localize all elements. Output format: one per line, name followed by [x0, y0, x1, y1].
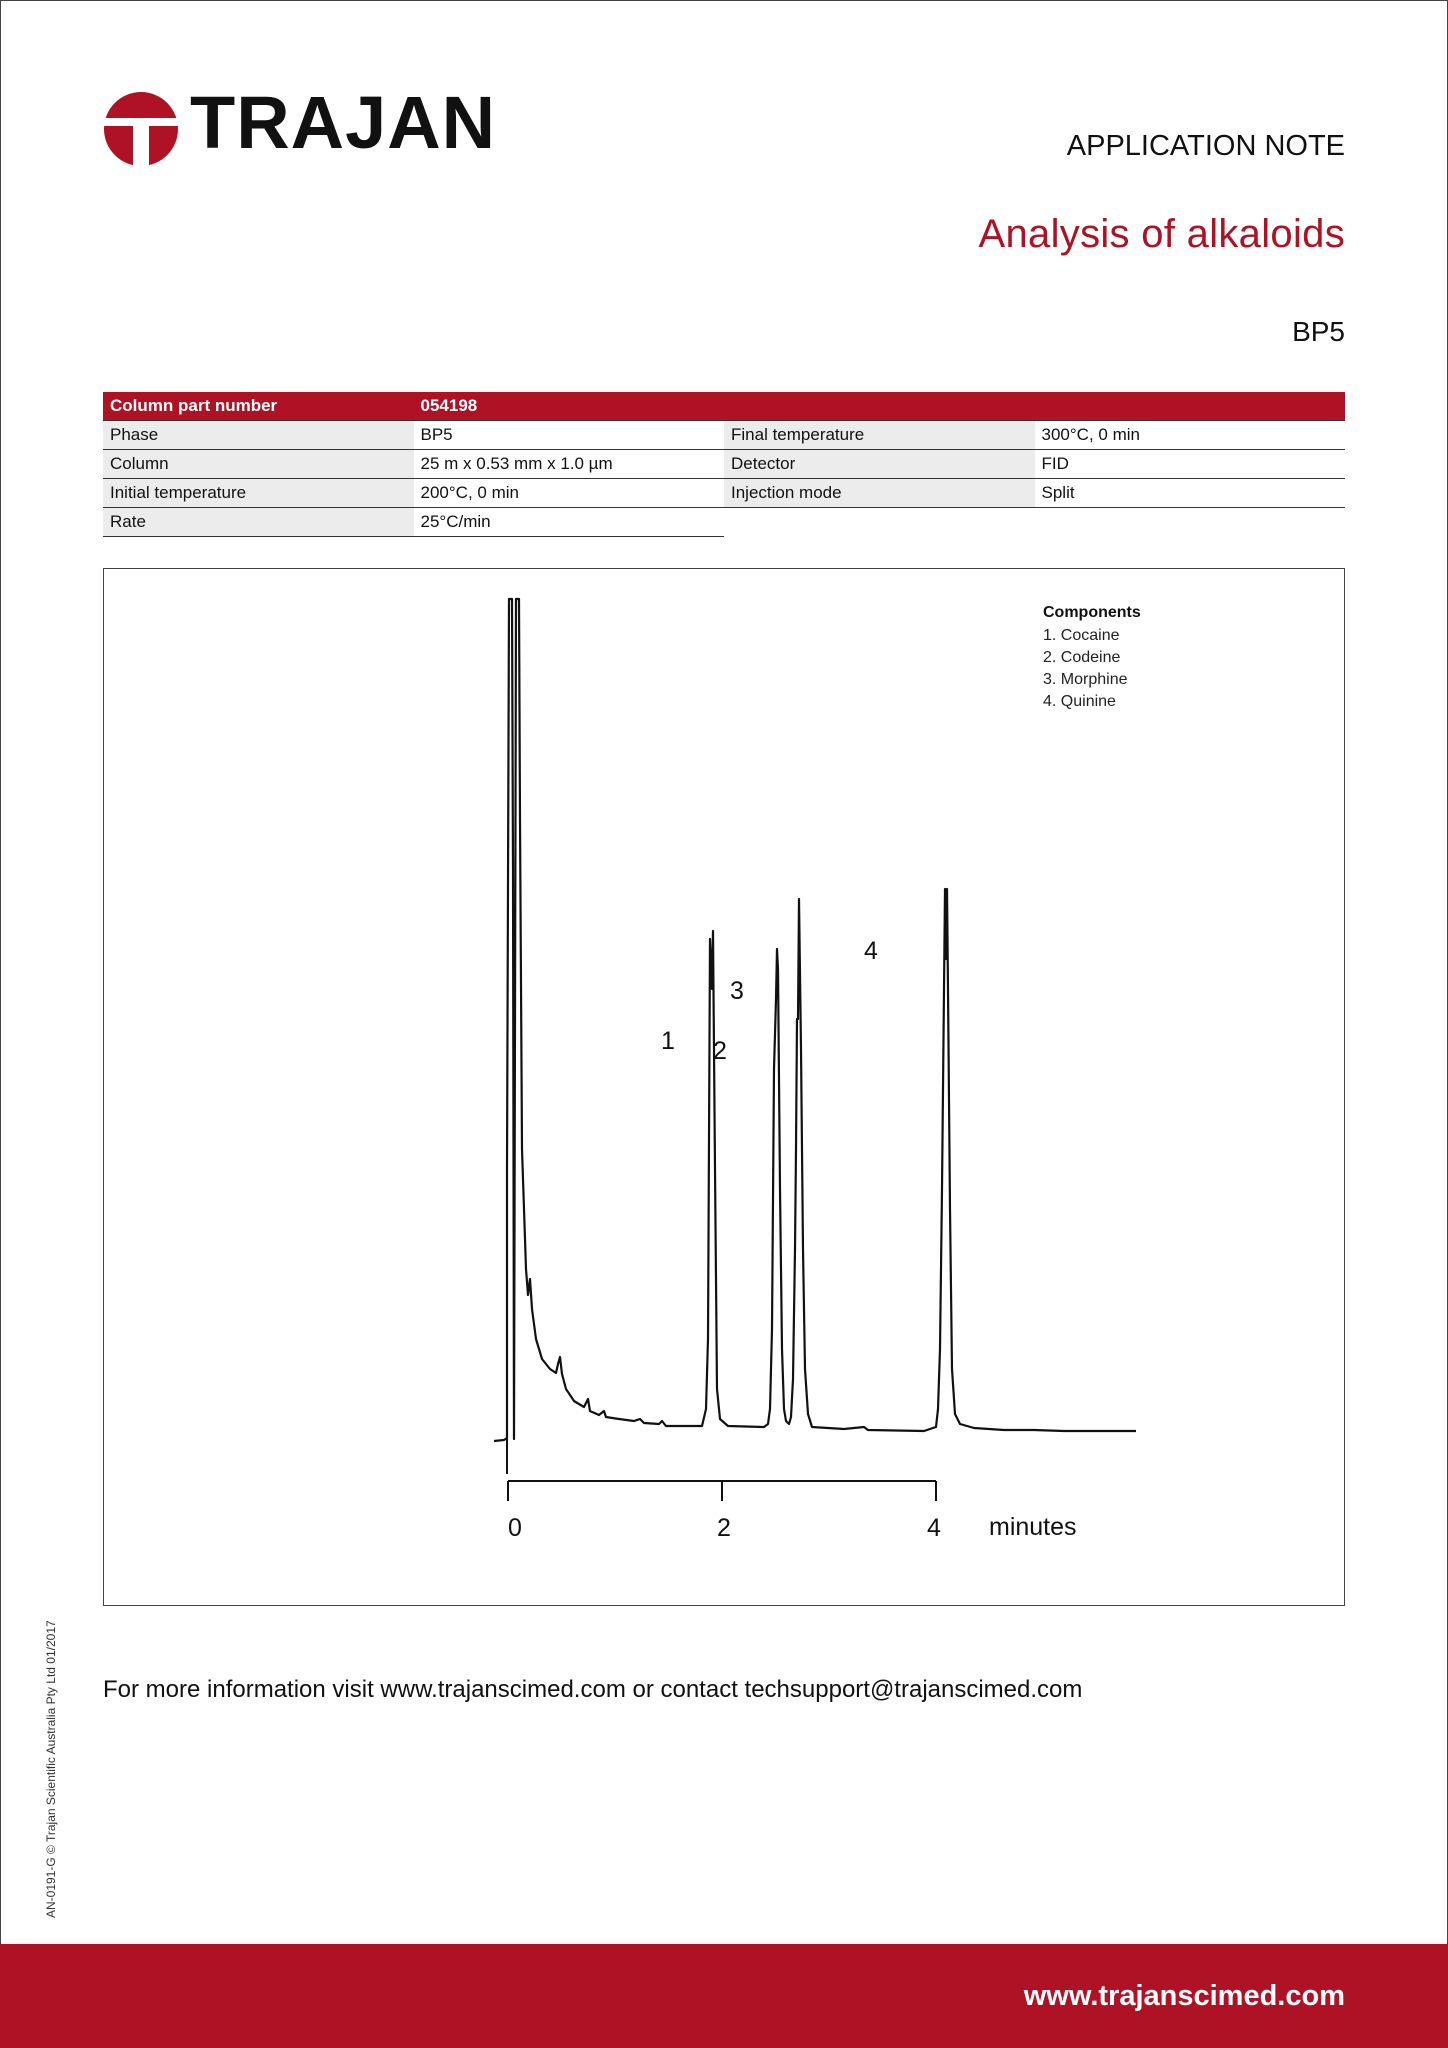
peak-label-2: 2 — [713, 1037, 727, 1065]
x-axis-label: minutes — [989, 1513, 1077, 1541]
spec-label: Final temperature — [724, 421, 1035, 450]
footer-url[interactable]: www.trajanscimed.com — [1023, 1980, 1345, 2012]
x-tick-label: 0 — [508, 1514, 522, 1542]
trajan-t-circle-logo-icon — [104, 92, 178, 166]
spec-label: Detector — [724, 450, 1035, 479]
spec-value: 200°C, 0 min — [414, 479, 725, 508]
chromatogram-chart — [103, 568, 1345, 1606]
spec-empty-cell — [1035, 508, 1346, 537]
legend-item: 4. Quinine — [1043, 693, 1116, 710]
column-spec-table — [103, 392, 1345, 537]
part-number-value: 054198 — [414, 392, 1346, 421]
peak-label-3: 3 — [730, 977, 744, 1005]
part-number-label: Column part number — [103, 392, 414, 421]
peak-label-1: 1 — [661, 1027, 675, 1055]
legend-item: 2. Codeine — [1043, 649, 1121, 666]
spec-value: 25°C/min — [414, 508, 725, 537]
page-title: Analysis of alkaloids — [978, 212, 1345, 256]
legend-item: 3. Morphine — [1043, 671, 1128, 688]
spec-value: BP5 — [414, 421, 725, 450]
spec-label: Injection mode — [724, 479, 1035, 508]
x-tick-label: 2 — [717, 1514, 731, 1542]
spec-label: Phase — [103, 421, 414, 450]
brand-name: TRAJAN — [190, 81, 497, 164]
spec-value: Split — [1035, 479, 1346, 508]
spec-row — [103, 479, 1345, 508]
spec-label: Rate — [103, 508, 414, 537]
document-code: AN-0191-G © Trajan Scientific Australia Pty Ltd 01/2017 — [44, 1620, 58, 1918]
chromatogram-trace — [494, 599, 1136, 1441]
chromatogram-svg — [104, 569, 1344, 1605]
spec-empty-cell — [724, 508, 1035, 537]
spec-row — [103, 508, 1345, 537]
spec-row — [103, 450, 1345, 479]
spec-value: 25 m x 0.53 mm x 1.0 µm — [414, 450, 725, 479]
legend-item: 1. Cocaine — [1043, 627, 1120, 644]
spec-value: 300°C, 0 min — [1035, 421, 1346, 450]
x-tick-label: 4 — [927, 1514, 941, 1542]
footer-bar — [0, 1944, 1448, 2048]
legend-title: Components — [1043, 604, 1141, 621]
doc-type-label: APPLICATION NOTE — [1066, 130, 1345, 162]
spec-value: FID — [1035, 450, 1346, 479]
column-phase-subtitle: BP5 — [1292, 316, 1345, 347]
spec-header-row — [103, 392, 1345, 421]
spec-label: Initial temperature — [103, 479, 414, 508]
spec-row — [103, 421, 1345, 450]
spec-label: Column — [103, 450, 414, 479]
peak-label-4: 4 — [864, 937, 878, 965]
contact-info: For more information visit www.trajanscimed.com or contact techsupport@trajanscimed.com — [103, 1676, 1083, 1703]
